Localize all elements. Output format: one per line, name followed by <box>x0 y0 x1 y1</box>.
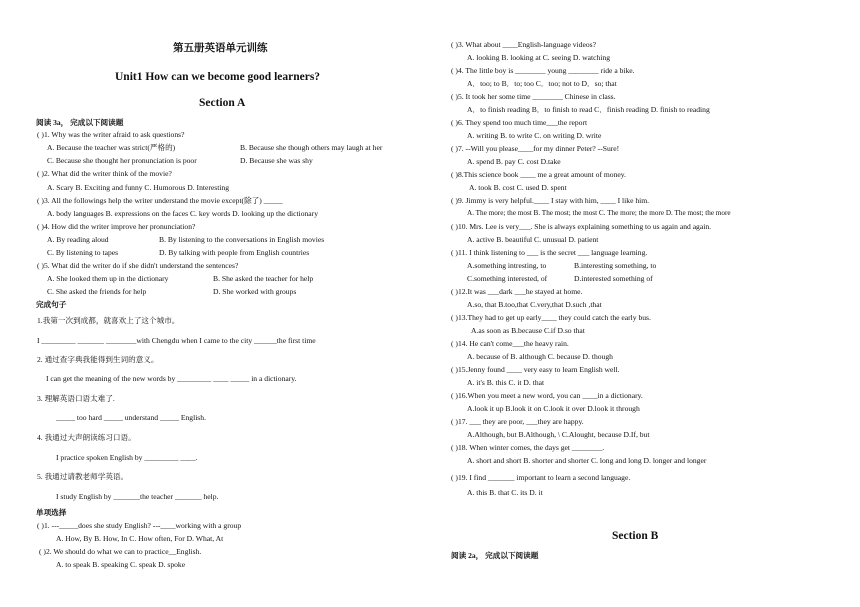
choice-q2: ( )2. We should do what we can to practice__English. <box>39 547 202 556</box>
choice-q18: ( )18. When winter comes, the days get ________. <box>451 443 605 452</box>
choice-q8-options: A. took B. cost C. used D. spent <box>469 183 567 192</box>
reading-q2-options: A. Scary B. Exciting and funny C. Humorous D. Interesting <box>47 183 230 192</box>
reading-3a-heading: 阅读 3a， 完成以下阅读题 <box>36 118 124 127</box>
reading-q4-option-b: B. By listening to the conversations in English movies <box>159 235 325 244</box>
choice-q3: ( )3. What about ____English-language videos? <box>451 40 596 49</box>
choice-q11: ( )11. I think listening to ___ is the secret ___ language learning. <box>451 248 648 257</box>
sentence-3-chinese: 3. 理解英语口语太难了. <box>37 394 115 403</box>
choice-q9-options: A. The more; the most B. The most; the most C. The more; the more D. The most; the more <box>467 209 731 217</box>
choice-q8: ( )8.This science book ____ me a great amount of money. <box>451 170 626 179</box>
choice-q14-options: A. because of B. although C. because D. though <box>467 352 613 361</box>
sentence-2-english: I can get the meaning of the new words by _________ ____ _____ in a dictionary. <box>46 374 297 383</box>
choice-q10: ( )10. Mrs. Lee is very___. She is always explaining something to us again and again. <box>451 222 712 231</box>
choice-q2-options: A. to speak B. speaking C. speak D. spoke <box>56 560 186 569</box>
choice-q11-option-b: B.interesting something, to <box>574 261 657 270</box>
choice-q12: ( )12.It was ___dark ___he stayed at home. <box>451 287 583 296</box>
reading-2a-heading: 阅读 2a， 完成以下阅读题 <box>451 551 539 560</box>
section-b-heading: Section B <box>612 530 659 542</box>
multiple-choice-heading: 单项选择 <box>36 508 67 517</box>
reading-q1: ( )1. Why was the writer afraid to ask questions? <box>37 130 185 139</box>
choice-q1: ( )1. ---_____does she study English? ---____working with a group <box>37 521 242 530</box>
choice-q13: ( )13.They had to get up early____ they could catch the early bus. <box>451 313 651 322</box>
choice-q5: ( )5. It took her some time ________ Chinese in class. <box>451 92 616 101</box>
choice-q16-options: A.look it up B.look it on C.look it over D.look it through <box>467 404 640 413</box>
complete-sentences-heading: 完成句子 <box>36 300 67 309</box>
reading-q4-option-d: D. By talking with people from English countries <box>159 248 310 257</box>
choice-q4: ( )4. The little boy is ________ young ________ ride a bike. <box>451 66 635 75</box>
choice-q10-options: A. active B. beautiful C. unusual D. patient <box>467 235 599 244</box>
choice-q11-option-a: A.something intresting, to <box>467 261 547 270</box>
reading-q5: ( )5. What did the writer do if she didn't understand the sentences? <box>37 261 239 270</box>
reading-q2: ( )2. What did the writer think of the movie? <box>37 169 172 178</box>
sentence-1-chinese: 1.我第一次到成都，就喜欢上了这个城市。 <box>37 316 180 325</box>
page-title: 第五册英语单元训练 <box>173 43 268 54</box>
choice-q4-options: A．too; to B．to; too C．too; not to D．so; that <box>467 79 617 88</box>
reading-q1-option-d: D. Because she was shy <box>240 156 313 165</box>
choice-q7-options: A. spend B. pay C. cost D.take <box>467 157 561 166</box>
reading-q5-option-b: B. She asked the teacher for help <box>213 274 314 283</box>
reading-q3: ( )3. All the followings help the writer understand the movie except(除了) _____ <box>37 196 283 205</box>
reading-q1-option-b: B. Because she though others may laugh at her <box>240 143 383 152</box>
choice-q16: ( )16.When you meet a new word, you can ____in a dictionary. <box>451 391 643 400</box>
sentence-3-english: _____ too hard _____ understand _____ English. <box>56 413 206 422</box>
choice-q18-options: A. short and short B. shorter and shorter C. long and long D. longer and longer <box>467 456 707 465</box>
choice-q15-options: A. it's B. this C. it D. that <box>467 378 545 387</box>
choice-q14: ( )14. He can't come___the heavy rain. <box>451 339 569 348</box>
choice-q15: ( )15.Jenny found ____ very easy to learn English well. <box>451 365 620 374</box>
choice-q3-options: A. looking B. looking at C. seeing D. watching <box>467 53 611 62</box>
reading-q1-option-a: A. Because the teacher was strict(严格的) <box>47 143 176 152</box>
choice-q17: ( )17. ___ they are poor, ___they are happy. <box>451 417 584 426</box>
sentence-2-chinese: 2. 通过查字典我能得到生词的意义。 <box>37 355 159 364</box>
choice-q1-options: A. How, By B. How, In C. How often, For D. What, At <box>56 534 224 543</box>
choice-q5-options: A．to finish reading B．to finish to read C．finish reading D. finish to reading <box>467 105 710 114</box>
sentence-5-english: I study English by _______the teacher _______ help. <box>56 492 219 501</box>
sentence-5-chinese: 5. 我通过请教老师学英语。 <box>37 472 129 481</box>
reading-q1-option-c: C. Because she thought her pronunciation is poor <box>47 156 197 165</box>
choice-q11-option-d: D.interested something of <box>574 274 653 283</box>
reading-q4-option-a: A. By reading aloud <box>47 235 109 244</box>
reading-q5-option-d: D. She worked with groups <box>213 287 297 296</box>
choice-q12-options: A.so, that B.too,that C.very,that D.such ,that <box>467 300 602 309</box>
reading-q5-option-a: A. She looked them up in the dictionary <box>47 274 169 283</box>
unit-title: Unit1 How can we become good learners? <box>115 71 321 83</box>
choice-q6: ( )6. They spend too much time___the report <box>451 118 588 127</box>
reading-q4-option-c: C. By listening to tapes <box>47 248 119 257</box>
choice-q6-options: A. writing B. to write C. on writing D. write <box>467 131 602 140</box>
choice-q11-option-c: C.something interested, of <box>467 274 548 283</box>
reading-q4: ( )4. How did the writer improve her pronunciation? <box>37 222 196 231</box>
choice-q19: ( )19. I find _______ important to learn a second language. <box>451 473 631 482</box>
section-a-heading: Section A <box>199 97 246 109</box>
reading-q5-option-c: C. She asked the friends for help <box>47 287 147 296</box>
sentence-4-english: I practice spoken English by _________ ____. <box>56 453 198 462</box>
choice-q17-options: A.Although, but B.Although, \ C.Alought, because D.If, but <box>467 430 650 439</box>
choice-q13-options: A.as soon as B.because C.if D.so that <box>471 326 585 335</box>
choice-q9: ( )9. Jimmy is very helpful.____ I stay with him, ____ I like him. <box>451 196 650 205</box>
choice-q19-options: A. this B. that C. its D. it <box>467 488 543 497</box>
sentence-4-chinese: 4. 我通过大声朗读练习口语。 <box>37 433 136 442</box>
reading-q3-options: A. body languages B. expressions on the faces C. key words D. looking up the dictionary <box>47 209 319 218</box>
sentence-1-english: I _________ _______ ________with Chengdu when I came to the city ______the first time <box>37 336 316 345</box>
choice-q7: ( )7. --Will you please____for my dinner Peter? --Sure! <box>451 144 620 153</box>
